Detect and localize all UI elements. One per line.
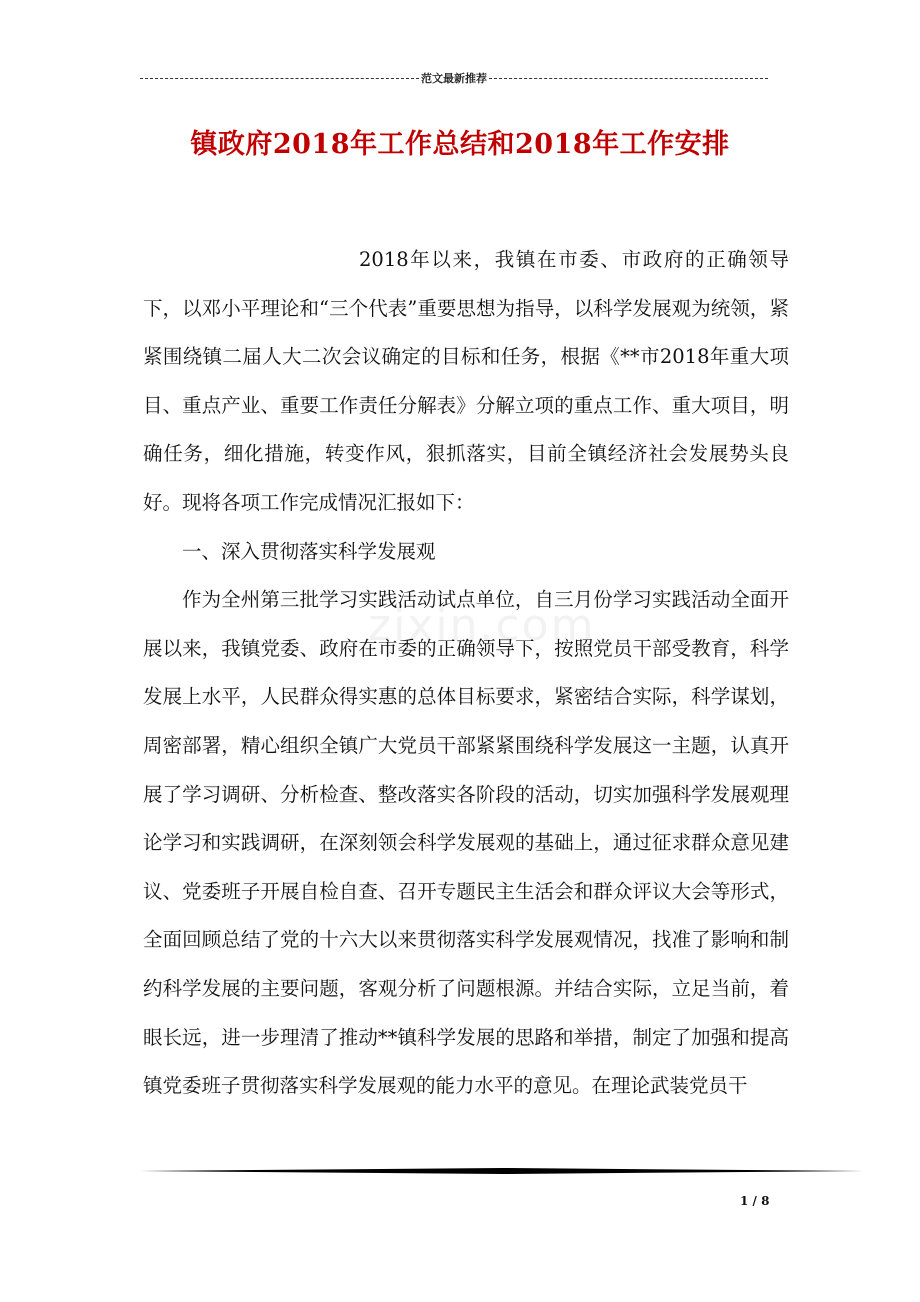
- header-banner: [140, 70, 768, 86]
- watermark-text: zixin.com: [368, 600, 596, 651]
- page-number: 1 / 8: [740, 1194, 770, 1208]
- section-heading: 一、深入贯彻落实科学发展观: [182, 539, 436, 563]
- header-dash-right: [489, 78, 768, 79]
- header-label: 范文最新推荐: [421, 72, 487, 85]
- paragraph-intro: 2018年以来，我镇在市委、市政府的正确领导下，以邓小平理论和“三个代表”重要思想为指导，以科学发展观为统领，紧紧围绕镇二届人大二次会议确定的目标和任务，根据《**市2018年重大项目、重点产业、重要工作责任分解表》分解立项的重点工作、重大项目，明确任务，细化措施，转变作风，狠抓落实，目前全镇经济社会发展势头良好。现将各项工作完成情况汇报如下：: [143, 248, 789, 514]
- document-body: [143, 236, 789, 1111]
- paragraph-section-1: 作为全州第三批学习实践活动试点单位，自三月份学习实践活动全面开展以来，我镇党委、政府在市委的正确领导下，按照党员干部受教育，科学发展上水平，人民群众得实惠的总体目标要求，紧密结合实际，科学谋划，周密部署，精心组织全镇广大党员干部紧紧围绕科学发展这一主题，认真开展了学习调研、分析检查、整改落实各阶段的活动，切实加强科学发展观理论学习和实践调研，在深刻领会科学发展观的基础上，通过征求群众意见建议、党委班子开展自检自查、召开专题民主生活会和群众评议大会等形式，全面回顾总结了党的十六大以来贯彻落实科学发展观情况，找准了影响和制约科学发展的主要问题，客观分析了问题根源。并结合实际，立足当前，着眼长远，进一步理清了推动**镇科学发展的思路和举措，制定了加强和提高镇党委班子贯彻落实科学发展观的能力水平的意见。在理论武装党员干: [143, 588, 789, 1098]
- document-title: 镇政府2018年工作总结和2018年工作安排: [190, 129, 730, 160]
- header-dash-left: [140, 78, 419, 79]
- footer-rule: [140, 1168, 864, 1174]
